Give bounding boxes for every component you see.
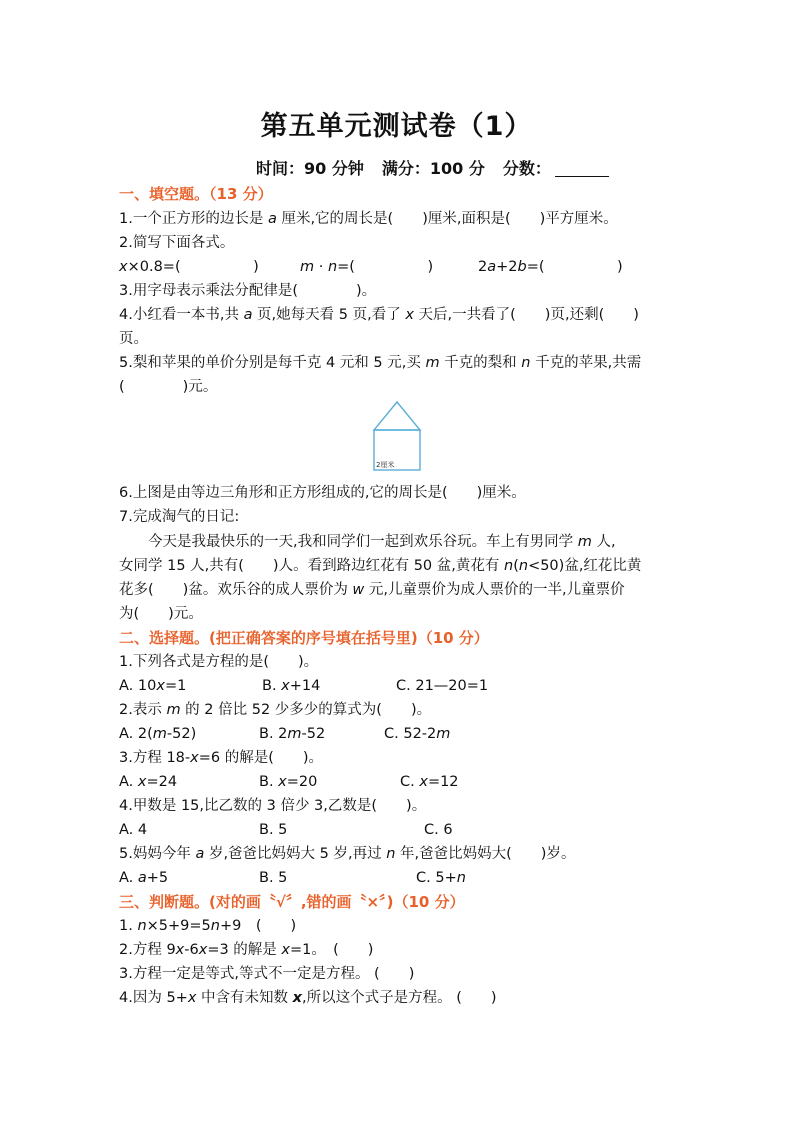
s2-q2-option-a: A. 2(m-52) <box>119 726 197 742</box>
s2-q3-option-a: A. x=24 <box>119 774 178 790</box>
s2-q5-option-b: B. 5 <box>259 870 288 886</box>
exam-meta <box>256 156 609 179</box>
s3-question-3: 3.方程一定是等式,等式不一定是方程。 ( ) <box>119 966 415 982</box>
time-label: 时间：90 分钟 <box>256 159 364 178</box>
s1-q2-item-c: 2a+2b=( ) <box>478 259 623 275</box>
s1-question-5: 5.梨和苹果的单价分别是每千克 4 元和 5 元,买 m 千克的梨和 n 千克的苹果,共需 <box>119 355 642 371</box>
s2-question-1: 1.下列各式是方程的是( )。 <box>119 654 319 670</box>
s2-q4-option-c: C. 6 <box>424 822 453 838</box>
s1-question-1: 1.一个正方形的边长是 a 厘米,它的周长是( )厘米,面积是( )平方厘米。 <box>119 211 618 227</box>
s2-q5-option-c: C. 5+n <box>416 870 466 886</box>
s1-q7-line-2: 女同学 15 人,共有( )人。看到路边红花有 50 盆,黄花有 n(n<50)盆,红花比黄 <box>119 558 642 574</box>
section-1-heading: 一、填空题。（13 分） <box>119 185 273 203</box>
s3-question-2: 2.方程 9x-6x=3 的解是 x=1。 ( ) <box>119 942 374 958</box>
section-2-heading: 二、选择题。(把正确答案的序号填在括号里)（10 分） <box>119 629 489 647</box>
s1-q7-line-4: 为( )元。 <box>119 606 203 622</box>
section-3-heading: 三、判断题。(对的画〝√〞,错的画〝×〞)（10 分） <box>119 893 465 911</box>
s2-q3-option-b: B. x=20 <box>259 774 318 790</box>
s2-q5-option-a: A. a+5 <box>119 870 169 886</box>
s2-q1-option-a: A. 10x=1 <box>119 678 187 694</box>
s1-q7-line-3: 花多( )盆。欢乐谷的成人票价为 w 元,儿童票价为成人票价的一半,儿童票价 <box>119 582 625 598</box>
s2-q1-option-b: B. x+14 <box>262 678 321 694</box>
s1-question-5-cont: ( )元。 <box>119 379 218 395</box>
s2-question-2: 2.表示 m 的 2 倍比 52 少多少的算式为( )。 <box>119 702 432 718</box>
s1-question-6: 6.上图是由等边三角形和正方形组成的,它的周长是( )厘米。 <box>119 485 526 501</box>
full-score-label: 满分：100 分 <box>381 159 485 178</box>
s1-question-3: 3.用字母表示乘法分配律是( )。 <box>119 283 377 299</box>
triangle-shape <box>374 402 420 430</box>
s2-question-4: 4.甲数是 15,比乙数的 3 倍少 3,乙数是( )。 <box>119 798 427 814</box>
figure-length-label: 2厘米 <box>376 461 395 469</box>
s1-q2-item-b: m · n=( ) <box>300 259 434 275</box>
s1-q2-item-a: x×0.8=( ) <box>119 259 259 275</box>
page-title: 第五单元测试卷（1） <box>260 111 533 142</box>
s2-q4-option-a: A. 4 <box>119 822 148 838</box>
s2-q3-option-c: C. x=12 <box>400 774 459 790</box>
s2-question-3: 3.方程 18-x=6 的解是( )。 <box>119 750 324 766</box>
score-label: 分数： <box>502 159 551 178</box>
s1-q7-line-1: 今天是我最快乐的一天,我和同学们一起到欢乐谷玩。车上有男同学 m 人, <box>148 534 616 550</box>
s1-question-4-cont: 页。 <box>119 331 148 347</box>
s2-q2-option-b: B. 2m-52 <box>259 726 326 742</box>
s3-question-4: 4.因为 5+x 中含有未知数 x,所以这个式子是方程。 ( ) <box>119 990 497 1006</box>
s1-question-2: 2.简写下面各式。 <box>119 235 235 251</box>
s2-question-5: 5.妈妈今年 a 岁,爸爸比妈妈大 5 岁,再过 n 年,爸爸比妈妈大( )岁。 <box>119 846 576 862</box>
s1-question-4: 4.小红看一本书,共 a 页,她每天看 5 页,看了 x 天后,一共看了( )页,还剩( ) <box>119 307 639 323</box>
s3-question-1: 1. n×5+9=5n+9 ( ) <box>119 918 297 934</box>
score-blank[interactable] <box>555 160 609 177</box>
s2-q1-option-c: C. 21—20=1 <box>396 678 489 694</box>
s2-q4-option-b: B. 5 <box>259 822 288 838</box>
s2-q2-option-c: C. 52-2m <box>384 726 451 742</box>
s1-question-7: 7.完成淘气的日记: <box>119 509 240 525</box>
